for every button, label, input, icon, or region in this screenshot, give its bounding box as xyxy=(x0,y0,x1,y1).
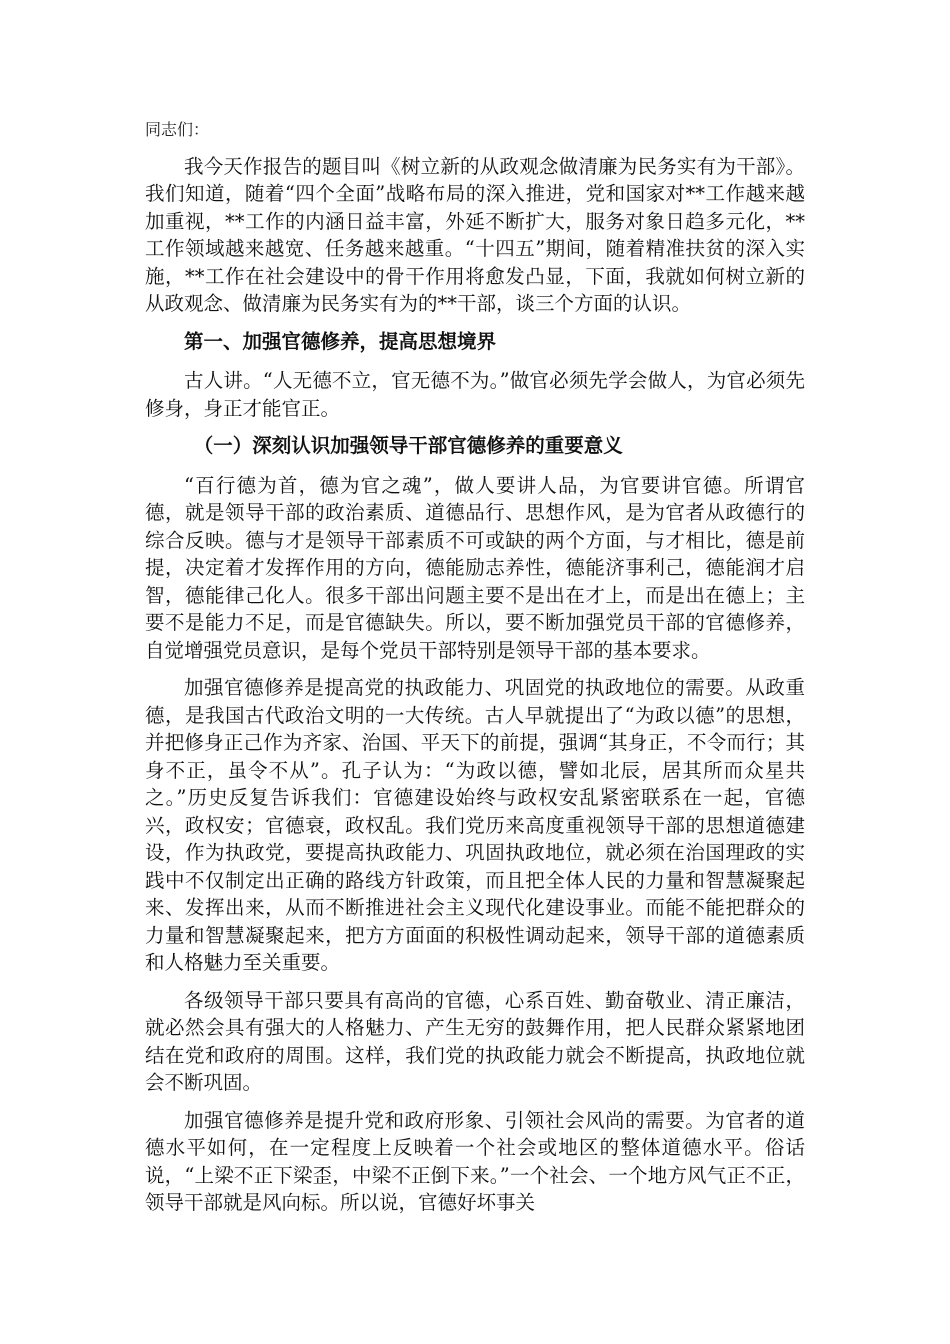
document-body xyxy=(145,116,805,1227)
section-intro-paragraph: 古人讲。“人无德不立，官无德不为。”做官必须先学会做人，为官必须先修身，身正才能官正。 xyxy=(145,369,805,420)
intro-paragraph: 我今天作报告的题目叫《树立新的从政观念做清廉为民务实有为干部》。我们知道，随着“四个全面”战略布局的深入推进，党和国家对**工作越来越加重视，**工作的内涵日益丰富，外延不断扩大，服务对象日趋多元化，**工作领域越来越宽、任务越来越重。“十四五”期间，随着精准扶贫的深入实施，**工作在社会建设中的骨干作用将愈发凸显，下面，我就如何树立新的从政观念、做清廉为民务实有为的**干部，谈三个方面的认识。 xyxy=(145,154,805,315)
subsection-heading: （一）深刻认识加强领导干部官德修养的重要意义 xyxy=(193,434,623,457)
body-paragraph: 加强官德修养是提高党的执政能力、巩固党的执政地位的需要。从政重德，是我国古代政治文明的一大传统。古人早就提出了“为政以德”的思想，并把修身正己作为齐家、治国、平天下的前提，强调“其身正，不令而行；其身不正，虽令不从”。孔子认为：“为政以德，譬如北辰，居其所而众星共之。”历史反复告诉我们：官德建设始终与政权安乱紧密联系在一起，官德兴，政权安；官德衰，政权乱。我们党历来高度重视领导干部的思想道德建设，作为执政党，要提高执政能力、巩固执政地位，就必须在治国理政的实践中不仅制定出正确的路线方针政策，而且把全体人民的力量和智慧凝聚起来、发挥出来，从而不断推进社会主义现代化建设事业。而能不能把群众的力量和智慧凝聚起来，把方方面面的积极性调动起来，领导干部的道德素质和人格魅力至关重要。 xyxy=(145,676,805,974)
body-paragraph: “百行德为首，德为官之魂”，做人要讲人品，为官要讲官德。所谓官德，就是领导干部的政治素质、道德品行、思想作风，是为官者从政德行的综合反映。德与才是领导干部素质不可或缺的两个方面，与才相比，德是前提，决定着才发挥作用的方向，德能励志养性，德能济事利己，德能润才启智，德能律己化人。很多干部出问题主要不是出在才上，而是出在德上；主要不是能力不足，而是官德缺失。所以，要不断加强党员干部的官德修养，自觉增强党员意识，是每个党员干部特别是领导干部的基本要求。 xyxy=(145,473,805,662)
greeting: 同志们： xyxy=(145,120,210,139)
body-paragraph: 加强官德修养是提升党和政府形象、引领社会风尚的需要。为官者的道德水平如何，在一定程度上反映着一个社会或地区的整体道德水平。俗话说，“上梁不正下梁歪，中梁不正倒下来。”一个社会、一个地方风气正不正，领导干部就是风向标。所以说，官德好坏事关 xyxy=(145,1108,805,1214)
section-heading: 第一、加强官德修养，提高思想境界 xyxy=(184,329,497,353)
body-paragraph: 各级领导干部只要具有高尚的官德，心系百姓、勤奋敬业、清正廉洁，就必然会具有强大的人格魅力、产生无穷的鼓舞作用，把人民群众紧紧地团结在党和政府的周围。这样，我们党的执政能力就会不断提高，执政地位就会不断巩固。 xyxy=(145,988,805,1094)
